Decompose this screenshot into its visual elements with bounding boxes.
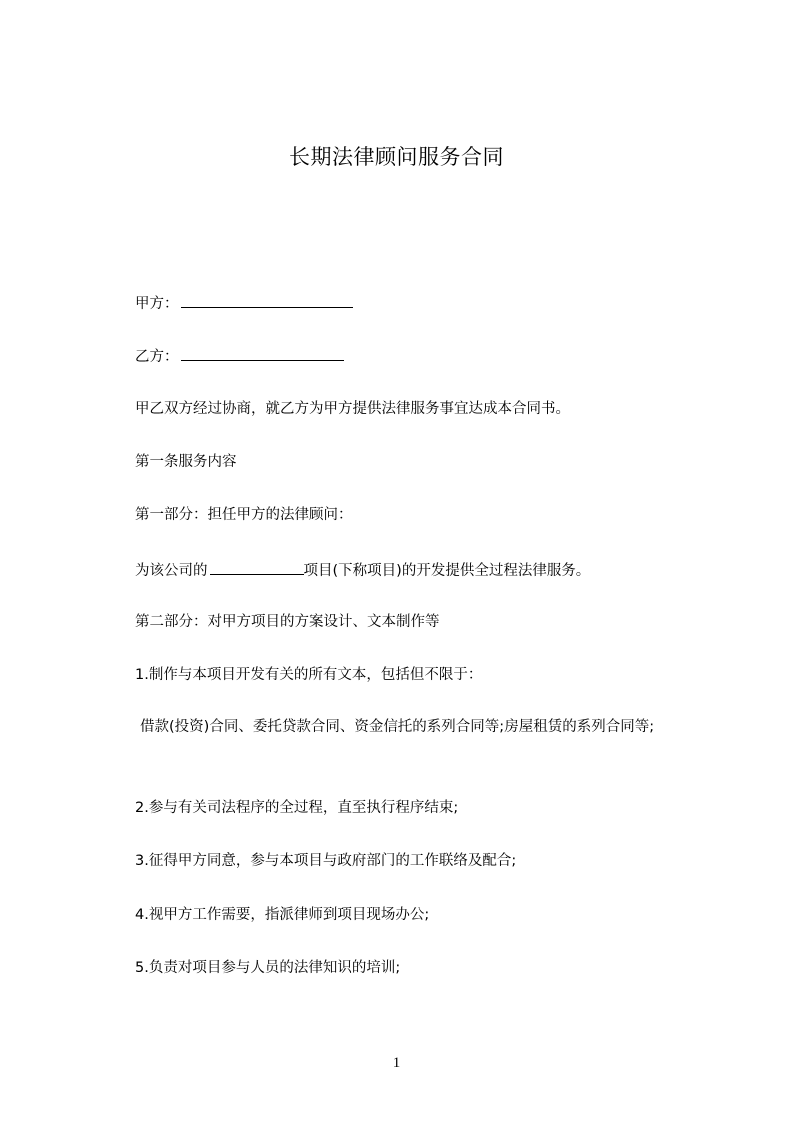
party-a-line <box>135 292 353 314</box>
party-a-label: 甲方： <box>135 296 179 312</box>
intro-paragraph: 甲乙双方经过协商，就乙方为甲方提供法律服务事宜达成本合同书。 <box>135 401 570 417</box>
party-b-label: 乙方： <box>135 349 179 365</box>
page-number: 1 <box>392 1055 401 1071</box>
item-2: 2.参与有关司法程序的全过程，直至执行程序结束; <box>135 800 459 816</box>
part1-prefix: 为该公司的 <box>135 563 208 579</box>
party-b-line <box>135 345 344 367</box>
item-4: 4.视甲方工作需要，指派律师到项目现场办公; <box>135 907 430 923</box>
item-1-detail: 借款(投资)合同、委托贷款合同、资金信托的系列合同等;房屋租赁的系列合同等; <box>140 719 655 735</box>
project-name-blank <box>210 559 304 575</box>
article1-heading: 第一条服务内容 <box>135 454 237 470</box>
item-5: 5.负责对项目参与人员的法律知识的培训; <box>135 960 401 976</box>
part1-suffix: 项目(下称项目)的开发提供全过程法律服务。 <box>303 563 591 579</box>
item-3: 3.征得甲方同意，参与本项目与政府部门的工作联络及配合; <box>135 853 517 869</box>
part2-heading: 第二部分：对甲方项目的方案设计、文本制作等 <box>135 614 440 630</box>
document-title: 长期法律顾问服务合同 <box>289 145 504 169</box>
party-b-blank <box>181 345 344 361</box>
item-1: 1.制作与本项目开发有关的所有文本，包括但不限于： <box>135 667 483 683</box>
party-a-blank <box>181 292 353 308</box>
part1-heading: 第一部分：担任甲方的法律顾问： <box>135 507 353 523</box>
part1-line <box>135 559 590 581</box>
